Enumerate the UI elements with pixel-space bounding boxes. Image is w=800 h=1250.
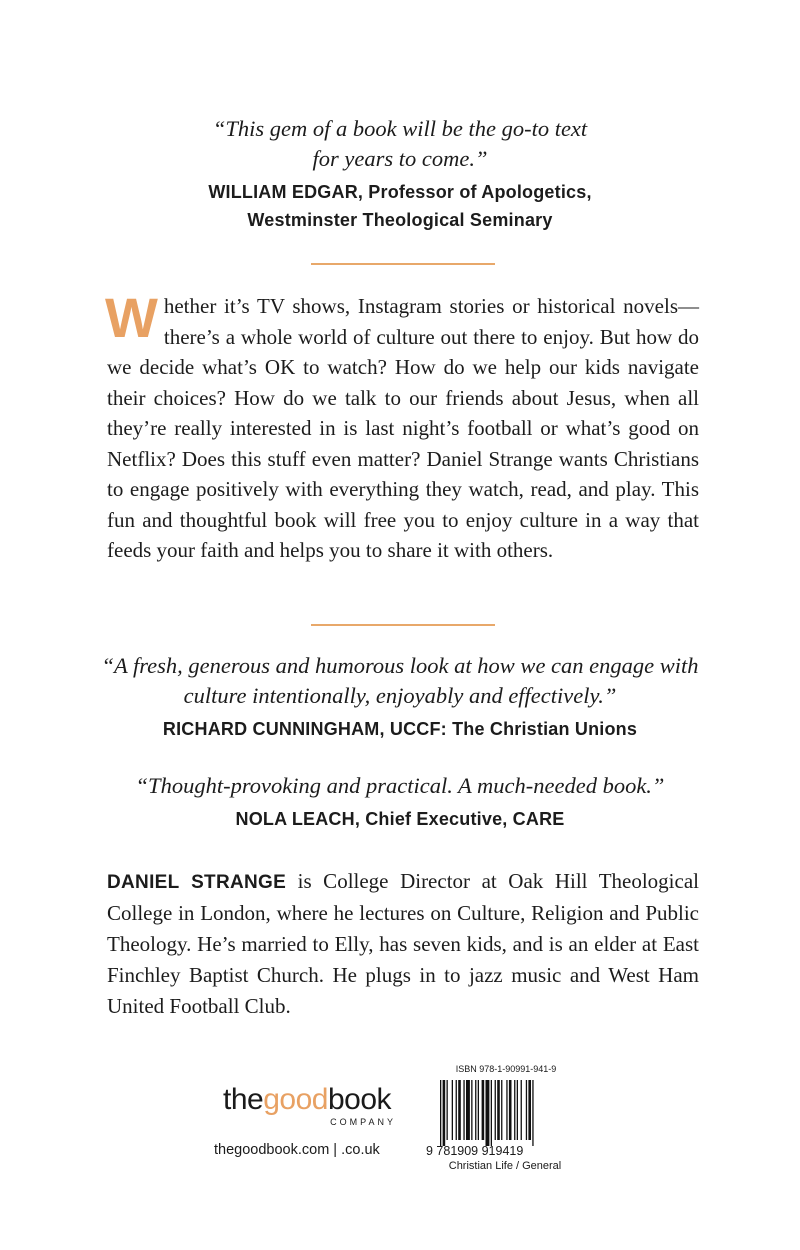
publisher-logo-wordmark [214,1083,400,1117]
barcode-image [426,1076,576,1146]
endorsement-quote-edgar [100,114,700,234]
isbn-barcode-block [426,1064,576,1172]
quote-attribution: NOLA LEACH, Chief Executive, CARE [235,809,565,829]
quote-text: “Thought-provoking and practical. A much-needed book.” [135,773,665,798]
book-blurb [105,286,699,566]
barcode-digits: 9 781909 919419 [426,1144,524,1158]
author-name: DANIEL STRANGE [107,872,287,893]
quote-line-2: culture intentionally, enjoyably and effectively.” [183,683,617,708]
quote-text [100,114,700,174]
blurb-text: hether it’s TV shows, Instagram stories or historical novels—there’s a whole world of culture out there to enjoy. But how do we decide what’s OK to watch? How do we help our kids navigate their choices? How do we talk to our friends about Jesus, when all they’re really interested in is last night’s football or what’s good on Netflix? Does this stuff even matter? Daniel Strange wants Christians to engage positively with everything they watch, read, and play. This fun and thoughtful book will free you to enjoy culture in a way that feeds your faith and helps you to share it with others. [107,294,699,562]
quote-text [100,651,700,711]
isbn-label: ISBN 978-1-90991-941-9 [455,1064,557,1074]
endorsement-quote-leach [100,771,700,833]
publisher-url: thegoodbook.com | .co.uk [214,1142,380,1158]
publisher-logo [214,1083,400,1127]
author-bio-text: is College Director at Oak Hill Theological College in London, where he lectures on Culture, Religion and Public Theology. He’s married to Elly, has seven kids, and is an elder at East Finchley Baptist Church. He plugs in to jazz music and West Ham United Football Club. [107,869,699,1018]
attribution-line-2: Westminster Theological Seminary [247,210,553,230]
divider-bottom [311,624,495,626]
quote-line-1: “A fresh, generous and humorous look at how we can engage with [101,653,699,678]
book-category: Christian Life / General [448,1160,562,1172]
drop-cap: W [105,286,158,349]
divider-top [311,263,495,265]
logo-part-the: the [222,1083,264,1116]
author-bio [107,866,699,1022]
quote-attribution [100,178,700,234]
quote-line-2: for years to come.” [312,146,488,171]
attribution-line-1: WILLIAM EDGAR, Professor of Apologetics, [208,182,592,202]
quote-attribution: RICHARD CUNNINGHAM, UCCF: The Christian Unions [162,719,638,739]
publisher-logo-subtitle: COMPANY [330,1117,396,1127]
logo-part-book: book [327,1083,392,1116]
quote-line-1: “This gem of a book will be the go-to text [212,116,588,141]
endorsement-quote-cunningham [100,651,700,743]
logo-part-good: good [263,1083,328,1116]
